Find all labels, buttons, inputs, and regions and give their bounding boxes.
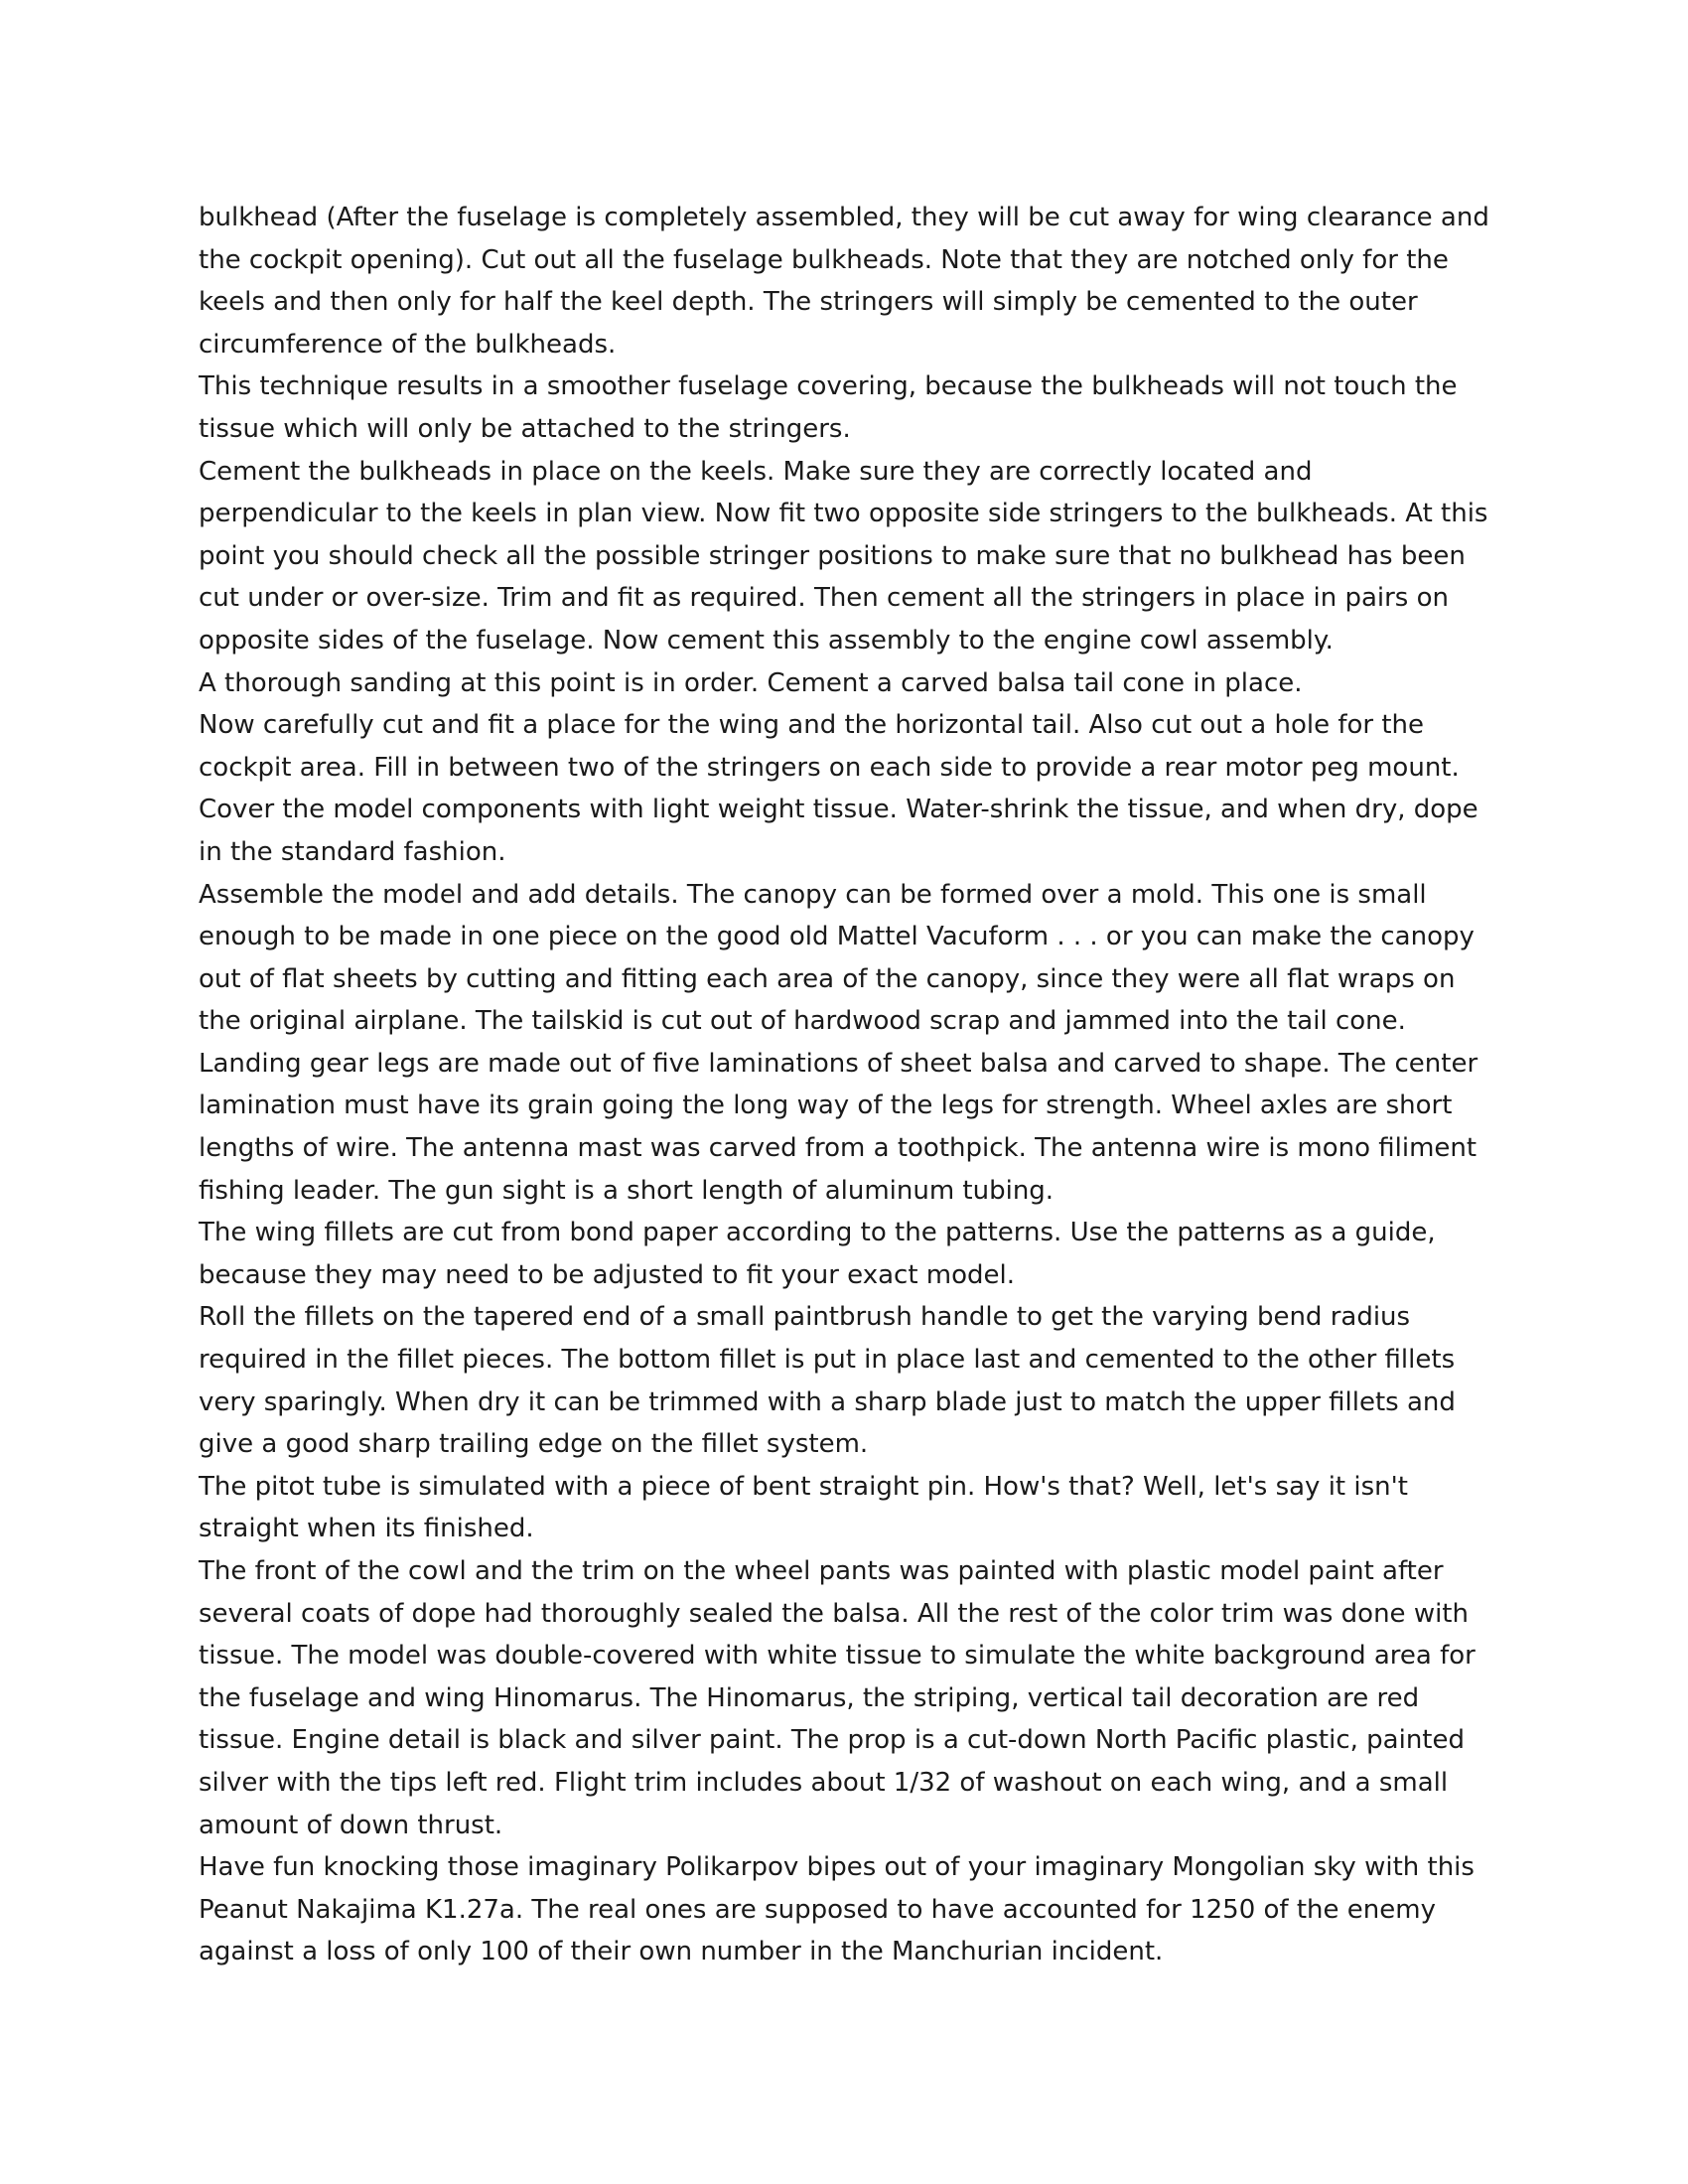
paragraph-cover-tissue: Cover the model components with light weight tissue. Water-shrink the tissue, and when dry, dope in the standard fashion. bbox=[199, 795, 1478, 867]
paragraph-bulkhead-cutting: bulkhead (After the fuselage is completely assembled, they will be cut away for wing clearance and the cockpit opening). Cut out all the fuselage bulkheads. Note that they are notched only for the keels and then only for half the keel depth. The stringers will simply be cemented to the outer circumference of the bulkheads. bbox=[199, 203, 1489, 360]
paragraph-pitot-tube: The pitot tube is simulated with a piece of bent straight pin. How's that? Well, let's say it isn't straight when its finished. bbox=[199, 1471, 1408, 1544]
paragraph-smoother-covering: This technique results in a smoother fuselage covering, because the bulkheads will not touch the tissue which will only be attached to the stringers. bbox=[199, 371, 1458, 444]
paragraph-wing-cutout: Now carefully cut and fit a place for the wing and the horizontal tail. Also cut out a hole for the cockpit area. Fill in between two of the stringers on each side to provide a rear motor peg mount. bbox=[199, 710, 1460, 783]
paragraph-closing: Have fun knocking those imaginary Polikarpov bipes out of your imaginary Mongolian sky with this Peanut Nakajima K1.27a. The real ones are supposed to have accounted for 1250 of the enemy against a loss of only 100 of their own number in the Manchurian incident. bbox=[199, 1852, 1475, 1967]
paragraph-roll-fillets: Roll the fillets on the tapered end of a small paintbrush handle to get the varying bend radius required in the fillet pieces. The bottom fillet is put in place last and cemented to the other fillets very sparingly. When dry it can be trimmed with a sharp blade just to match the upper fillets and give a good sharp trailing edge on the fillet system. bbox=[199, 1302, 1456, 1460]
document-body bbox=[199, 197, 1489, 1973]
paragraph-cement-bulkheads: Cement the bulkheads in place on the keels. Make sure they are correctly located and perpendicular to the keels in plan view. Now fit two opposite side stringers to the bulkheads. At this point you should check all the possible stringer positions to make sure that no bulkhead has been cut under or over-size. Trim and fit as required. Then cement all the stringers in place in pairs on opposite sides of the fuselage. Now cement this assembly to the engine cowl assembly. bbox=[199, 456, 1488, 655]
paragraph-color-trim: The front of the cowl and the trim on the wheel pants was painted with plastic model paint after several coats of dope had thoroughly sealed the balsa. All the rest of the color trim was done with tissue. The model was double-covered with white tissue to simulate the white background area for the fuselage and wing Hinomarus. The Hinomarus, the striping, vertical tail decoration are red tissue. Engine detail is black and silver paint. The prop is a cut-down North Pacific plastic, painted silver with the tips left red. Flight trim includes about 1/32 of washout on each wing, and a small amount of down thrust. bbox=[199, 1556, 1476, 1840]
paragraph-sanding: A thorough sanding at this point is in order. Cement a carved balsa tail cone in place. bbox=[199, 667, 1303, 698]
paragraph-assemble-details: Assemble the model and add details. The canopy can be formed over a mold. This one is small enough to be made in one piece on the good old Mattel Vacuform . . . or you can make the canopy out of flat sheets by cutting and fitting each area of the canopy, since they were all flat wraps on the original airplane. The tailskid is cut out of hardwood scrap and jammed into the tail cone. Landing gear legs are made out of five laminations of sheet balsa and carved to shape. The center lamination must have its grain going the long way of the legs for strength. Wheel axles are short lengths of wire. The antenna mast was carved from a toothpick. The antenna wire is mono filiment fishing leader. The gun sight is a short length of aluminum tubing. bbox=[199, 879, 1478, 1206]
paragraph-wing-fillets: The wing fillets are cut from bond paper according to the patterns. Use the patterns as a guide, because they may need to be adjusted to fit your exact model. bbox=[199, 1218, 1436, 1290]
